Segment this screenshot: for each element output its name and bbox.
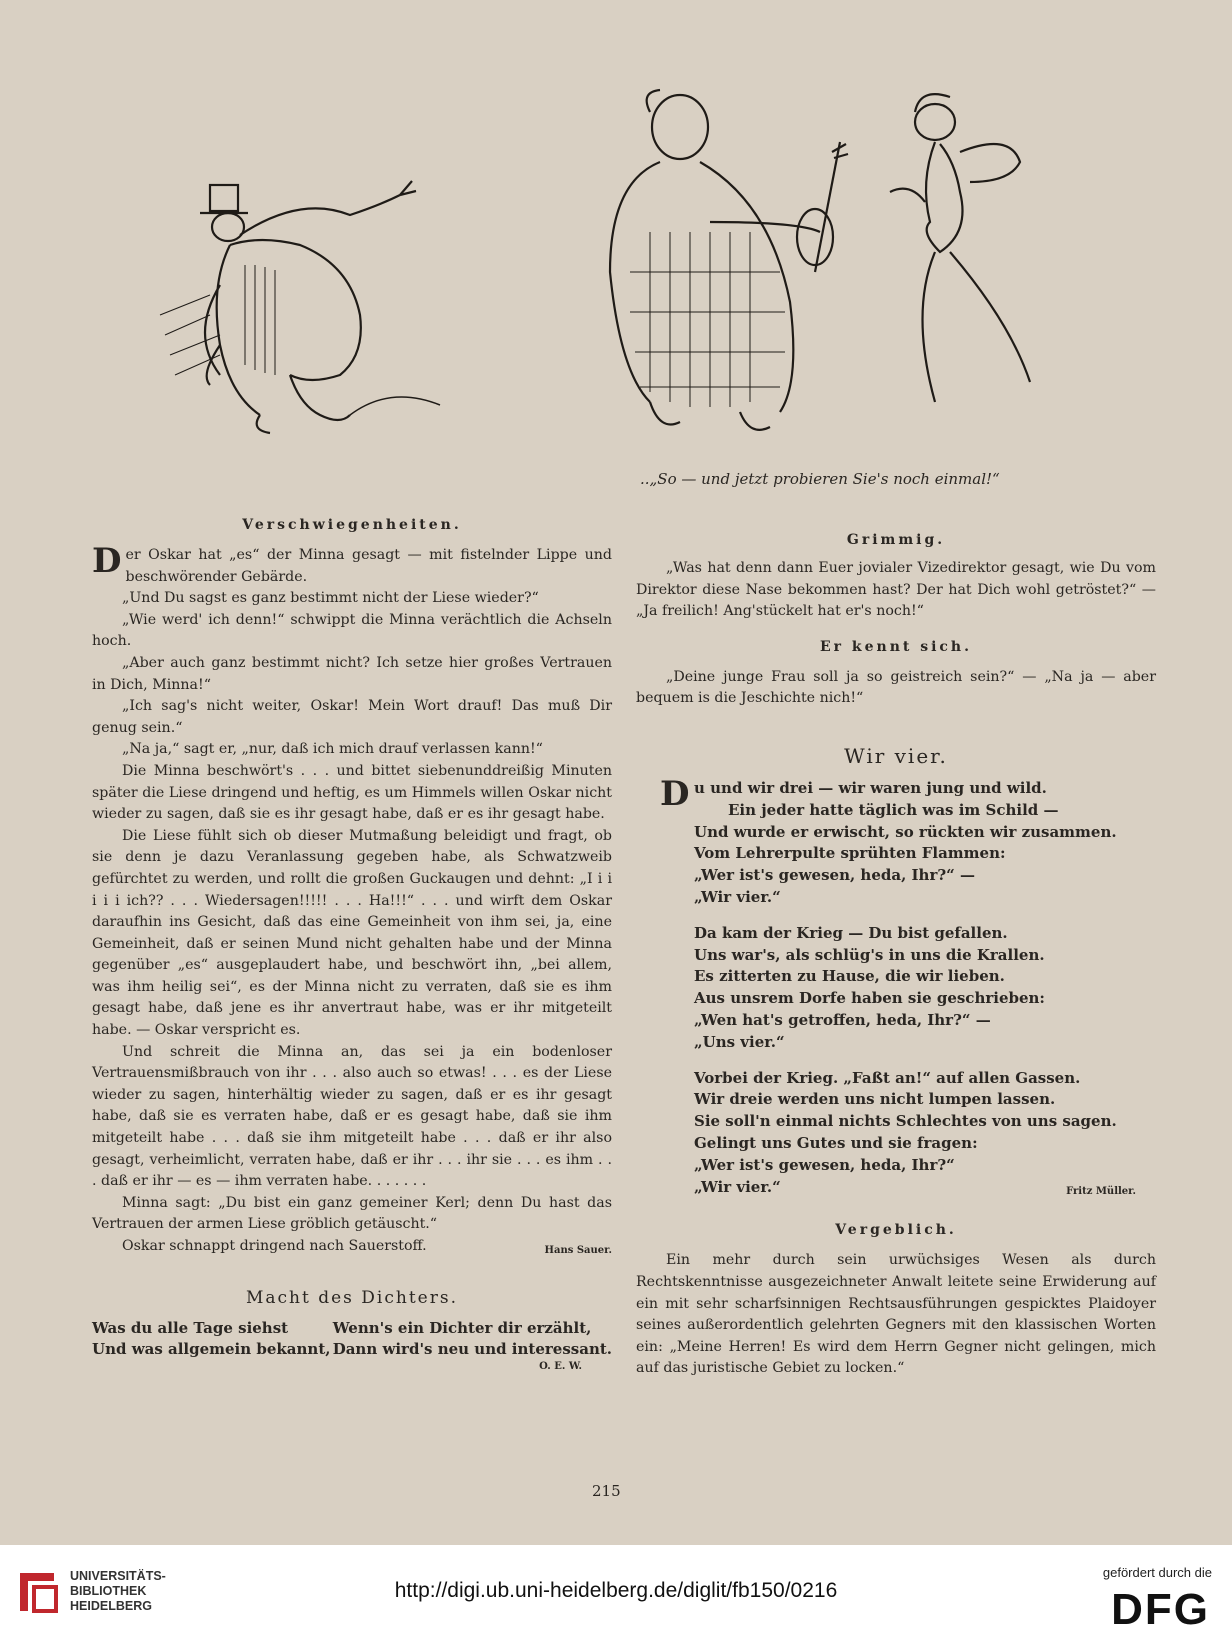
vergeblich-text: Ein mehr durch sein urwüchsiges Wesen als durch Rechtskenntnisse ausgezeichneter Anwalt leitete seine Erwiderung auf ein mit sehr scharfsinnigen Rechtsausführungen gespicktes Plaidoyer seines außerordentlich gelehrten Gegners mit den klassischen Worten ein: „Meine Herren! Es wird dem Herrn Gegner nicht gelingen, mich auf das juristische Gebiet zu locken.“ — [636, 1252, 1156, 1377]
kennt-text: „Deine junge Frau soll ja so geistreich sein?“ — „Na ja — aber bequem is die Jeschichte nich!“ — [636, 668, 1156, 707]
poem-signature: Fritz Müller. — [1066, 1185, 1136, 1197]
illustration-gentleman-and-cupid — [590, 82, 1110, 462]
story-paragraph: „Na ja,“ sagt er, „nur, daß ich mich drauf verlassen kann!“ — [122, 741, 543, 758]
story-paragraph: „Ich sag's nicht weiter, Oskar! Mein Wort drauf! Das muß Dir genug sein.“ — [92, 698, 612, 736]
wir-vier-title: Wir vier. — [844, 743, 948, 768]
poem-line: Du und wir drei — wir waren jung und wild. — [660, 773, 1047, 814]
poem-line: „Wir vier.“ — [694, 887, 781, 906]
kennt-title: Er kennt sich. — [819, 638, 972, 655]
poem-body — [92, 1318, 612, 1362]
story-last-line: Oskar schnappt dringend nach Sauerstoff. Hans Sauer. — [92, 1236, 612, 1258]
stanza-1 — [660, 773, 1156, 909]
vergeblich-title: Vergeblich. — [835, 1222, 957, 1239]
poem-title: Macht des Dichters. — [245, 1287, 458, 1308]
poem-line: Uns war's, als schlüg's in uns die Krallen. — [694, 945, 1045, 964]
story-paragraph: „Aber auch ganz bestimmt nicht? Ich setze hier großes Vertrauen in Dich, Minna!“ — [92, 654, 612, 693]
page-number: 215 — [592, 1482, 621, 1500]
institution-name: UNIVERSITÄTS- BIBLIOTHEK HEIDELBERG — [70, 1569, 166, 1613]
poem-line: Und was allgemein bekannt, — [92, 1340, 331, 1359]
viewer-footer — [0, 1545, 1232, 1640]
dfg-logo[interactable]: DFG — [1111, 1585, 1210, 1634]
dropcap: D — [660, 773, 690, 814]
story-paragraph: Der Oskar hat „es“ der Minna gesagt — mit fistelnder Lippe und beschwörender Gebärde. — [92, 541, 612, 585]
right-column — [636, 532, 1156, 1380]
funding-label: gefördert durch die — [1102, 1565, 1212, 1580]
grimmig-text: „Was hat denn dann Euer jovialer Vizedirektor gesagt, wie Du vom Direktor diese Nase bekommen hast? Der hat Dich wohl getröstet?“ — „Ja freilich! Ang'stückelt hat er's noch!“ — [636, 560, 1156, 620]
story-paragraph: Minna sagt: „Du bist ein ganz gemeiner Kerl; denn Du hast das Vertrauen der armen Liese gröblich getäuscht.“ — [92, 1194, 612, 1233]
poem-line: „Uns vier.“ — [694, 1032, 785, 1051]
poem-line: Vom Lehrerpulte sprühten Flammen: — [694, 844, 1006, 863]
poem-line: Aus unsrem Dorfe haben sie geschrieben: — [694, 989, 1045, 1008]
poem-line: Da kam der Krieg — Du bist gefallen. — [694, 923, 1008, 942]
poem-line: „Wer ist's gewesen, heda, Ihr?“ — [694, 1155, 955, 1174]
left-column — [92, 517, 612, 1372]
poem-line: Ein jeder hatte täglich was im Schild — — [728, 800, 1059, 819]
illustration-man-top-hat — [150, 175, 450, 445]
grimmig-title: Grimmig. — [846, 532, 946, 548]
stanza-3 — [694, 1068, 1156, 1199]
poem-line: „Wen hat's getroffen, heda, Ihr?“ — — [694, 1010, 991, 1029]
poem-line: Sie soll'n einmal nichts Schlechtes von uns sagen. — [694, 1112, 1117, 1131]
poem-line: Wir dreie werden uns nicht lumpen lassen. — [694, 1090, 1056, 1109]
story-paragraph: Die Minna beschwört's . . . und bittet siebenunddreißig Minuten später die Liese dringend und heftig, es um Himmels willen Oskar nicht wieder zu sagen, daß sie es ihr gesagt habe, daß er es ihr gesagt habe. — [92, 762, 612, 823]
poem-line: Und wurde er erwischt, so rückten wir zusammen. — [694, 822, 1117, 841]
poem-line: Was du alle Tage siehst — [92, 1318, 289, 1337]
poem-line: „Wir vier.“ Fritz Müller. — [694, 1177, 1156, 1199]
story-title: Verschwiegenheiten. — [242, 517, 462, 533]
story-paragraph: Die Liese fühlt sich ob dieser Mutmaßung beleidigt und fragt, ob sie denn je dazu Veranlassung gegeben habe, als Schwatzweib gefürchtet zu werden, und rollt die großen Guckaugen und dehnt: „I i i i i i ich?? . . . Wiedersagen!!!!! . . . Ha!!!“ . . . und wirft dem Oskar daraufhin ins Gesicht, daß das eine Gemeinheit von ihm sei, ja, eine Gemeinheit, daß er seinen Mund nicht gehalten habe und der Minna gegenüber „es“ ausgeplaudert habe, und beschwört ihn, „bei allem, was ihm heilig sei“, es der Minna nicht zu verraten, daß sie es ihm gesagt habe, daß jene es ihr anvertraut habe, was er ihr mitgeteilt habe. — Oskar verspricht es. — [92, 827, 612, 1039]
poem-line: Vorbei der Krieg. „Faßt an!“ auf allen Gassen. — [694, 1068, 1081, 1087]
poem-signature: O. E. W. — [539, 1361, 582, 1373]
story-paragraph: „Wie werd' ich denn!“ schwippt die Minna verächtlich die Achseln hoch. — [92, 611, 612, 650]
poem-line: Wenn's ein Dichter dir erzählt, — [332, 1318, 592, 1337]
dropcap: D — [92, 541, 122, 581]
permalink-url[interactable]: http://digi.ub.uni-heidelberg.de/diglit/fb150/0216 — [394, 1579, 838, 1602]
poem-line: „Wer ist's gewesen, heda, Ihr?“ — — [694, 866, 975, 885]
wir-vier-poem — [636, 773, 1156, 1198]
story-paragraph: „Und Du sagst es ganz bestimmt nicht der Liese wieder?“ — [122, 590, 539, 607]
stanza-2 — [694, 923, 1156, 1054]
author-signature: Hans Sauer. — [544, 1245, 612, 1256]
illustration-caption: ..„So — und jetzt probieren Sie's noch einmal!“ — [640, 470, 1000, 488]
poem-line: Dann wird's neu und interessant. — [332, 1340, 612, 1359]
story-paragraph: Und schreit die Minna an, das sei ja ein bodenloser Vertrauensmißbrauch von ihr . . . also auch so etwas! . . . es der Liese wieder zu sagen, hinterhältig wieder zu sagen, daß er es ihr gesagt habe, daß sie es verraten habe, daß er es gesagt habe, daß sie ihm mitgeteilt habe . . . daß sie ihm mitgeteilt habe . . . daß er ihr also gesagt, verheimlicht, verraten habe, daß er ihr . . . ihr sie . . . es ihm . . . daß er ihr — es — ihm verraten habe. . . . . . . — [92, 1043, 612, 1190]
poem-line: Gelingt uns Gutes und sie fragen: — [694, 1133, 978, 1152]
poem-line: Es zitterten zu Hause, die wir lieben. — [694, 967, 1005, 986]
